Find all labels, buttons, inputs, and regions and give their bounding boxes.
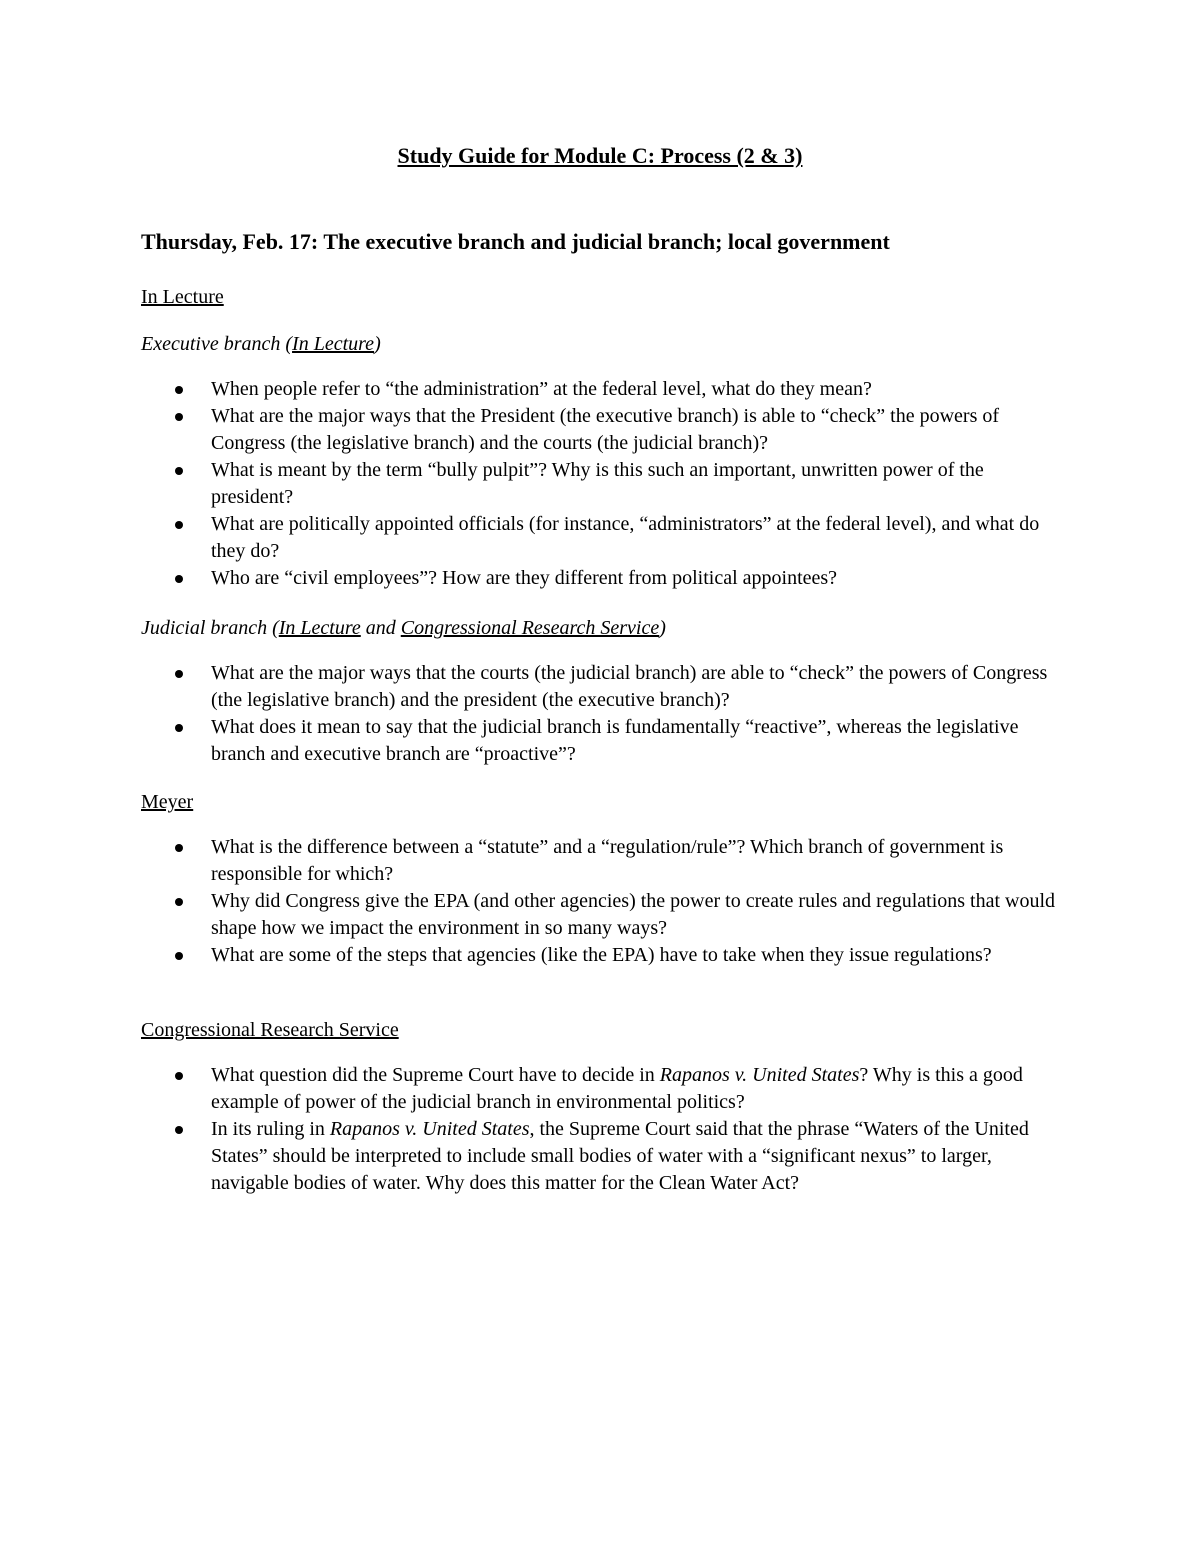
list-item: What is the difference between a “statute” and a “regulation/rule”? Which branch of government is responsible for which? [141,834,1061,888]
bullet-icon [175,670,183,678]
executive-branch-section [141,331,1061,592]
date-heading: Thursday, Feb. 17: The executive branch and judicial branch; local government [141,229,890,254]
bullet-icon [175,1126,183,1134]
bullet-icon [175,386,183,394]
list-item: Why did Congress give the EPA (and other agencies) the power to create rules and regulations that would shape how we impact the environment in so many ways? [141,888,1061,942]
list-item: What is meant by the term “bully pulpit”? Why is this such an important, unwritten power of the president? [141,457,1061,511]
crs-section [141,1017,1061,1197]
list-item: What are the major ways that the courts (the judicial branch) are able to “check” the powers of Congress (the legislative branch) and the president (the executive branch)? [141,660,1061,714]
meyer-label: Meyer [141,791,194,813]
bullet-icon [175,844,183,852]
list-item: What are the major ways that the President (the executive branch) is able to “check” the powers of Congress (the legislative branch) and the courts (the judicial branch)? [141,403,1061,457]
judicial-branch-label: Judicial branch (In Lecture and Congressional Research Service) [141,617,666,639]
bullet-icon [175,898,183,906]
list-item: What are politically appointed officials (for instance, “administrators” at the federal level), and what do they do? [141,511,1061,565]
list-item: When people refer to “the administration” at the federal level, what do they mean? [141,376,1061,403]
list-item: What question did the Supreme Court have to decide in Rapanos v. United States? Why is this a good example of power of the judicial branch in environmental politics? [141,1062,1061,1116]
meyer-question-list [141,834,1061,969]
crs-label: Congressional Research Service [141,1019,399,1041]
bullet-icon [175,575,183,583]
list-item: What does it mean to say that the judicial branch is fundamentally “reactive”, whereas the legislative branch and executive branch are “proactive”? [141,714,1061,768]
judicial-question-list [141,660,1061,768]
in-lecture-label: In Lecture [141,286,224,308]
judicial-branch-section [141,615,1061,768]
bullet-icon [175,467,183,475]
page-title: Study Guide for Module C: Process (2 & 3) [397,143,803,168]
list-item: What are some of the steps that agencies (like the EPA) have to take when they issue regulations? [141,942,1061,969]
bullet-icon [175,1072,183,1080]
bullet-icon [175,413,183,421]
crs-question-list [141,1062,1061,1197]
list-item: In its ruling in Rapanos v. United States, the Supreme Court said that the phrase “Waters of the United States” should be interpreted to include small bodies of water with a “significant nexus” to larger, navigable bodies of water. Why does this matter for the Clean Water Act? [141,1116,1061,1197]
bullet-icon [175,724,183,732]
bullet-icon [175,521,183,529]
bullet-icon [175,952,183,960]
list-item: Who are “civil employees”? How are they different from political appointees? [141,565,1061,592]
in-lecture-section [141,284,1061,311]
executive-branch-label: Executive branch (In Lecture) [141,333,381,355]
executive-question-list [141,376,1061,592]
meyer-section [141,789,1061,969]
